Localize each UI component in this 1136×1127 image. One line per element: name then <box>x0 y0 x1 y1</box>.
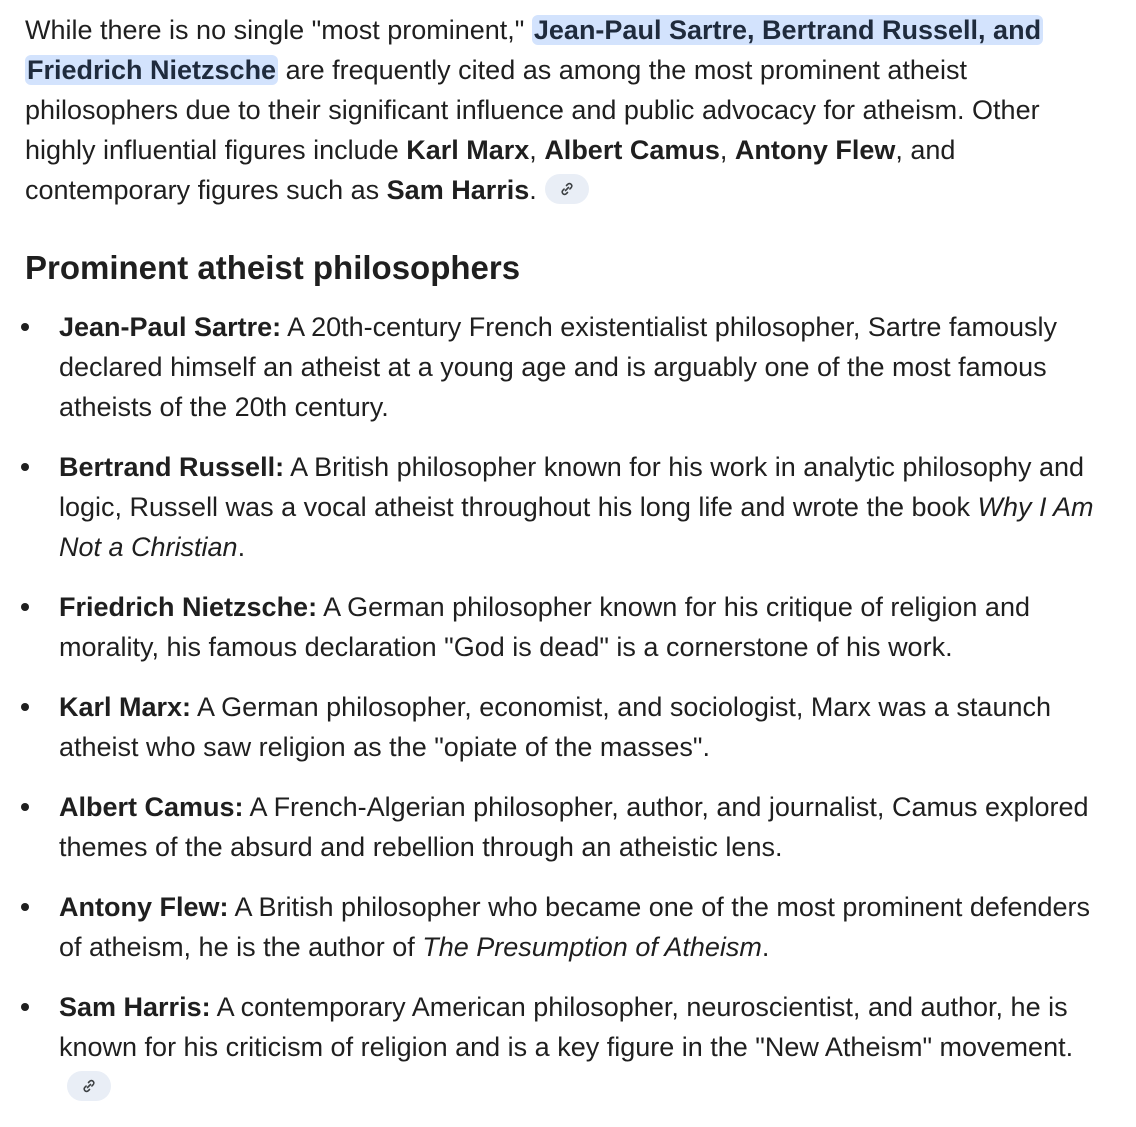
item-name: Friedrich Nietzsche: <box>59 592 318 622</box>
item-text: A German philosopher, economist, and sociologist, Marx was a staunch atheist who saw religion as the "opiate of the masses". <box>59 692 1051 762</box>
bullet-dot <box>21 323 29 331</box>
book-title: The Presumption of Atheism <box>422 932 762 962</box>
intro-separator: , and contemporary figures such as <box>25 135 956 205</box>
item-name: Bertrand Russell: <box>59 452 285 482</box>
book-title: Why I Am Not a Christian <box>59 492 1094 562</box>
intro-paragraph <box>25 10 1115 210</box>
link-icon <box>559 181 575 197</box>
list-item-russell <box>0 447 1136 567</box>
list-item-harris <box>0 987 1136 1107</box>
list-item-nietzsche <box>0 587 1136 667</box>
item-text: A contemporary American philosopher, neuroscientist, and author, he is known for his criticism of religion and is a key figure in the "New Atheism" movement. <box>59 992 1074 1062</box>
bullet-dot <box>21 703 29 711</box>
source-link-chip[interactable] <box>545 174 589 204</box>
section-heading: Prominent atheist philosophers <box>25 249 521 286</box>
item-name: Sam Harris: <box>59 992 211 1022</box>
list-item-sartre <box>0 307 1136 427</box>
item-text-end: . <box>237 532 246 562</box>
item-text: A British philosopher who became one of the most prominent defenders of atheism, he is the author of <box>59 892 1091 962</box>
highlighted-names-line-1: Jean-Paul Sartre, Bertrand Russell, and <box>533 15 1042 45</box>
item-text-end: . <box>761 932 770 962</box>
intro-separator: , <box>529 135 545 165</box>
item-text: A French-Algerian philosopher, author, and journalist, Camus explored themes of the absurd and rebellion through an atheistic lens. <box>59 792 1089 862</box>
intro-prefix: While there is no single "most prominent," <box>25 15 532 45</box>
intro-end: . <box>529 175 537 205</box>
bullet-dot <box>21 903 29 911</box>
highlighted-names-line-2: Friedrich Nietzsche <box>27 55 277 85</box>
list-item-marx <box>0 687 1136 767</box>
item-name: Karl Marx: <box>59 692 192 722</box>
link-icon <box>81 1078 97 1094</box>
intro-name-flew: Antony Flew <box>734 135 896 165</box>
item-text: A German philosopher known for his critique of religion and morality, his famous declaration "God is dead" is a cornerstone of his work. <box>59 592 1030 662</box>
item-name: Jean-Paul Sartre: <box>59 312 282 342</box>
item-name: Antony Flew: <box>59 892 229 922</box>
intro-middle: are frequently cited as among the most prominent atheist philosophers due to their significant influence and public advocacy for atheism. Other highly influential figures include <box>25 55 1040 165</box>
item-name: Albert Camus: <box>59 792 244 822</box>
item-text: A 20th-century French existentialist philosopher, Sartre famously declared himself an atheist at a young age and is arguably one of the most famous atheists of the 20th century. <box>59 312 1057 422</box>
bullet-dot <box>21 603 29 611</box>
bullet-dot <box>21 803 29 811</box>
item-text: A British philosopher known for his work in analytic philosophy and logic, Russell was a vocal atheist throughout his long life and wrote the book <box>59 452 1085 522</box>
intro-name-camus: Albert Camus <box>544 135 720 165</box>
intro-name-marx: Karl Marx <box>406 135 530 165</box>
intro-separator: , <box>719 135 735 165</box>
bullet-dot <box>21 463 29 471</box>
list-item-camus <box>0 787 1136 867</box>
philosopher-list <box>0 307 1136 1127</box>
bullet-dot <box>21 1003 29 1011</box>
source-link-chip[interactable] <box>67 1071 111 1101</box>
intro-name-harris: Sam Harris <box>386 175 530 205</box>
list-item-flew <box>0 887 1136 967</box>
